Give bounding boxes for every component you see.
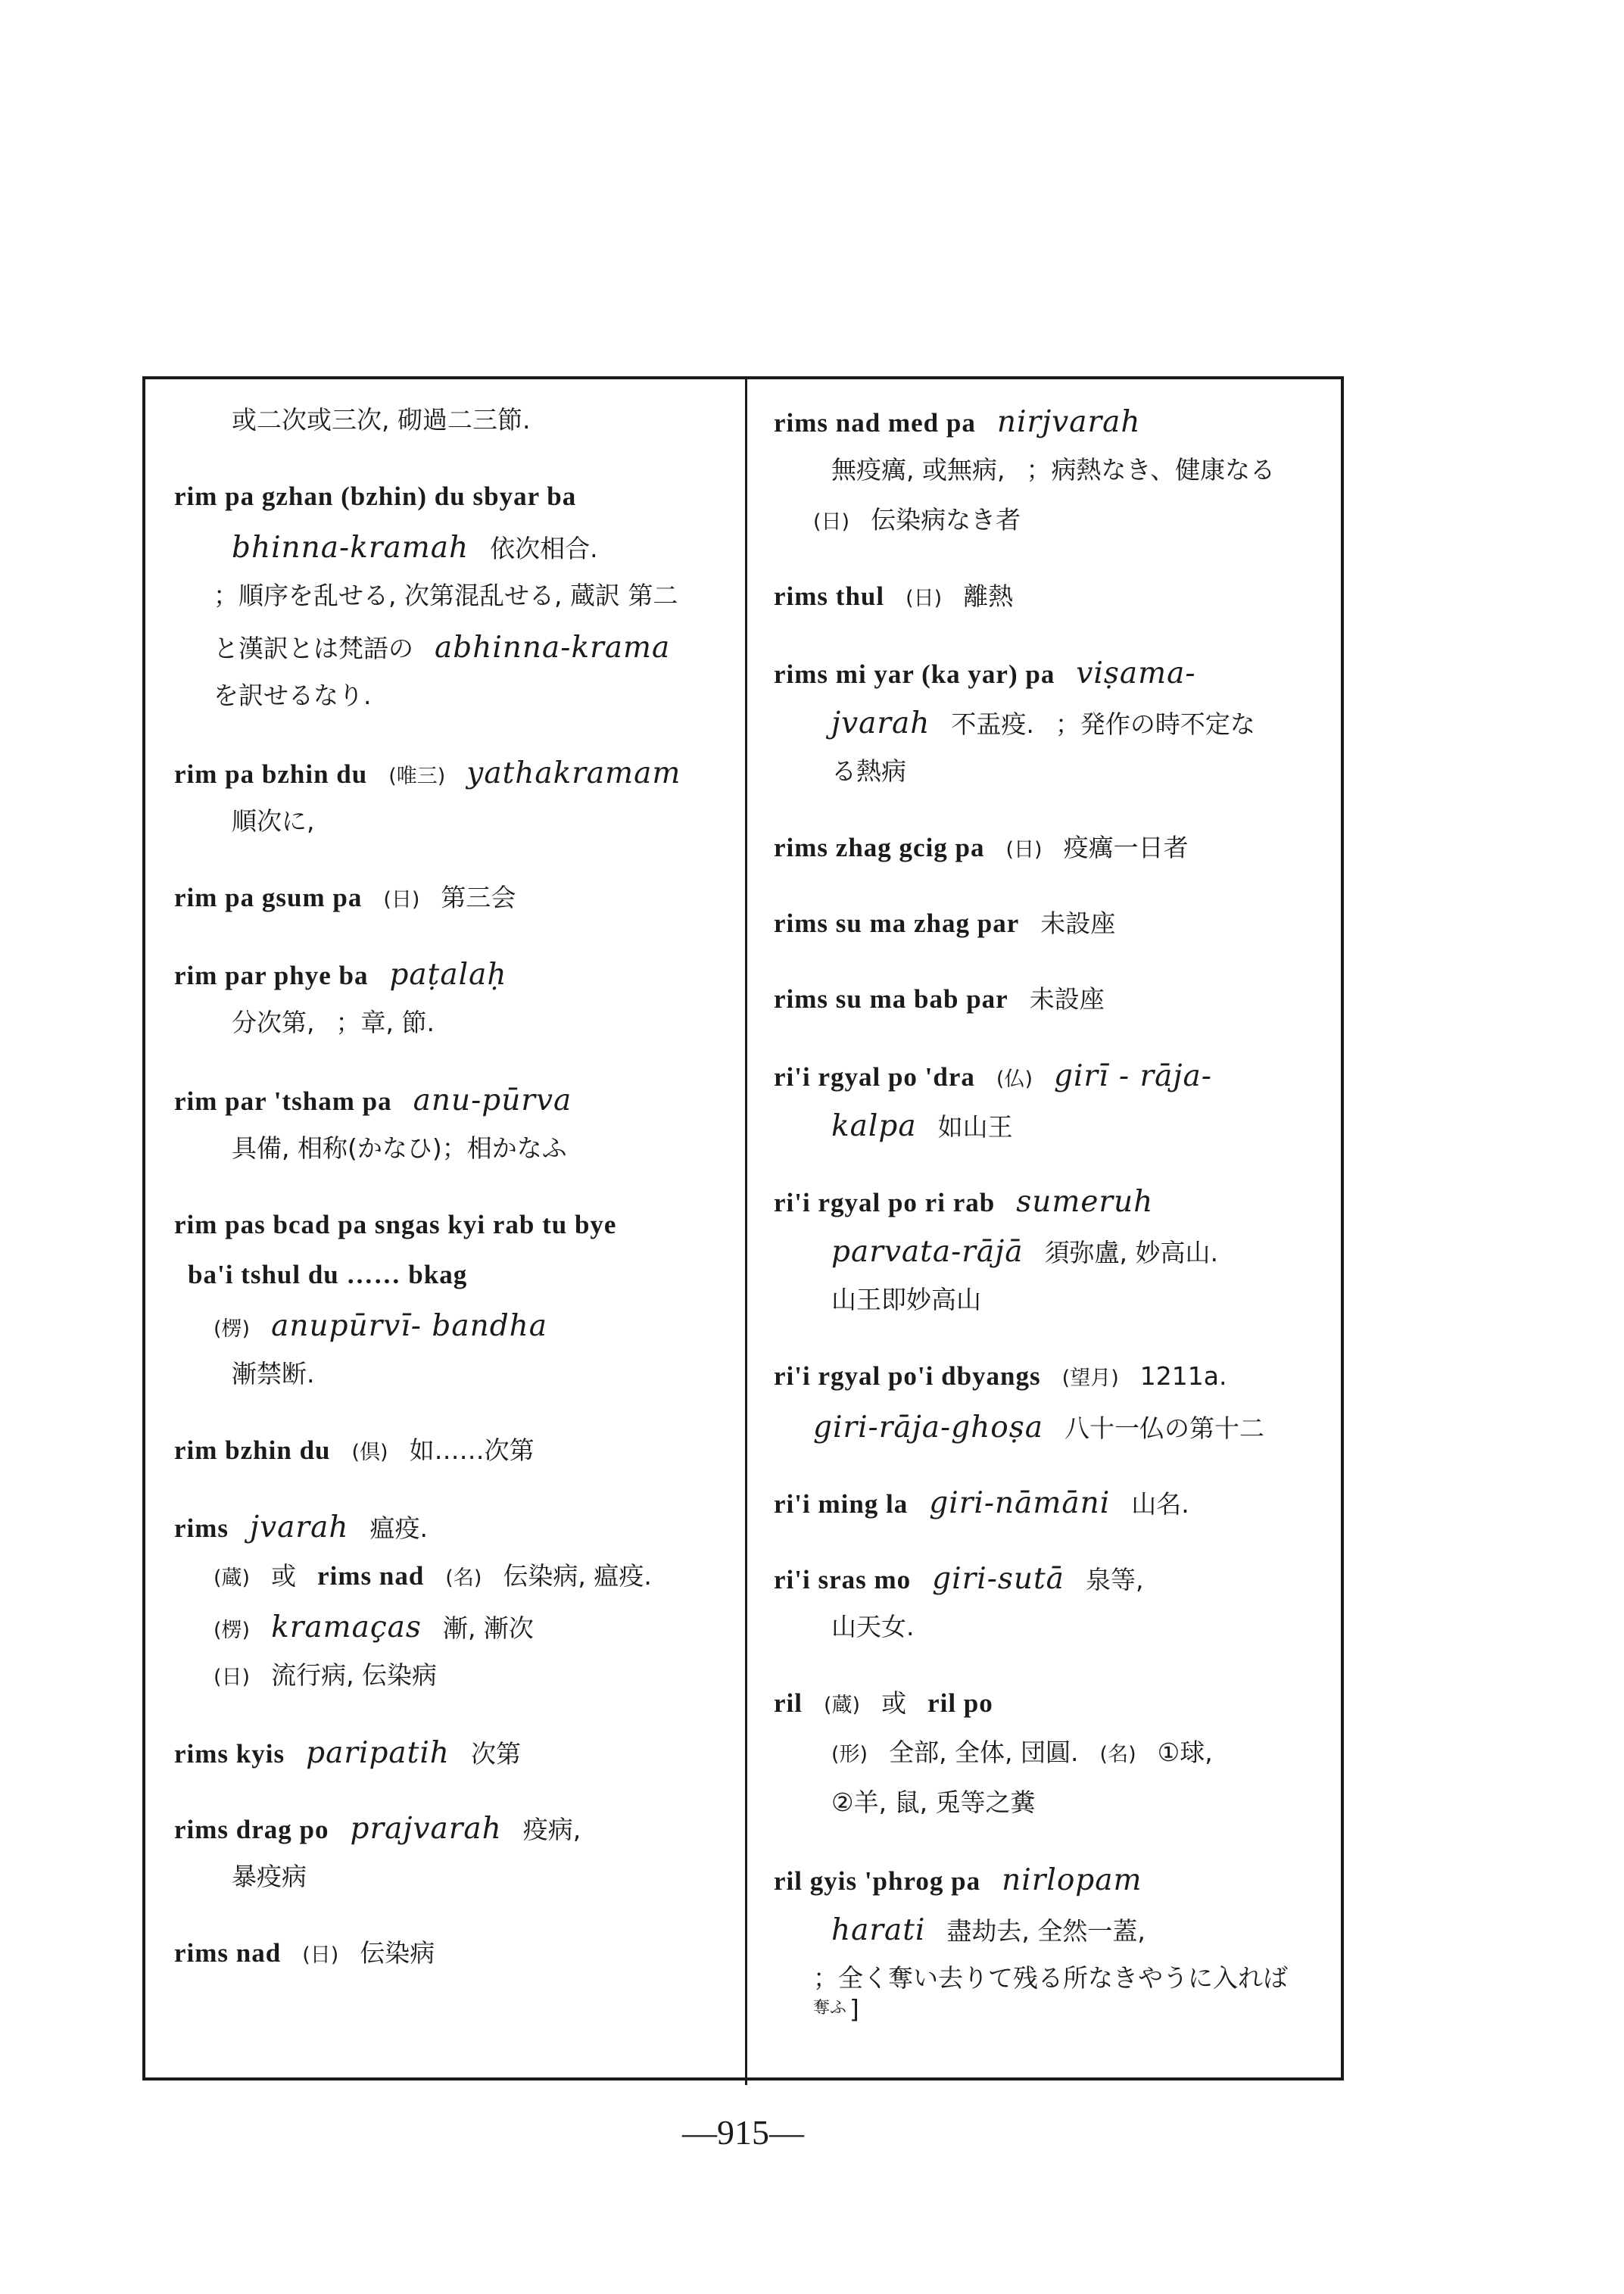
tibetan-text: rim pa gzhan (bzhin) du sbyar ba bbox=[174, 482, 577, 511]
dictionary-entry bbox=[174, 1504, 712, 1704]
entry-line bbox=[174, 1931, 712, 1981]
entry-line bbox=[232, 800, 712, 850]
dictionary-entry bbox=[174, 750, 712, 850]
japanese-gloss: 瘟疫. bbox=[369, 1513, 428, 1543]
japanese-gloss: 1211a. bbox=[1139, 1361, 1227, 1391]
entry-line bbox=[774, 1354, 1322, 1404]
sanskrit-term: giri-rāja-ghoṣa bbox=[813, 1410, 1043, 1445]
dictionary-entry bbox=[174, 1203, 712, 1403]
entry-line bbox=[774, 1857, 1322, 1907]
tibetan-text: ri'i rgyal po 'dra bbox=[774, 1062, 975, 1092]
entry-line bbox=[813, 1957, 1322, 2031]
source-tag: (名) bbox=[1099, 1743, 1136, 1766]
entry-line bbox=[214, 575, 712, 625]
dictionary-entry bbox=[774, 1556, 1322, 1656]
japanese-gloss: 伝染病 bbox=[360, 1938, 435, 1968]
tibetan-text: ril bbox=[774, 1688, 803, 1718]
entry-line bbox=[831, 1279, 1322, 1329]
japanese-gloss: ] bbox=[849, 1994, 859, 2024]
entry-line bbox=[774, 902, 1322, 952]
japanese-gloss: 山王即妙高山 bbox=[831, 1285, 981, 1314]
japanese-gloss: 須弥盧, 妙高山. bbox=[1044, 1238, 1218, 1267]
entry-line bbox=[774, 826, 1322, 876]
source-tag: (蔵) bbox=[823, 1694, 861, 1717]
japanese-gloss: 如山王 bbox=[937, 1112, 1013, 1142]
japanese-gloss: 伝染病, 瘟疫. bbox=[503, 1561, 652, 1591]
dictionary-entry bbox=[774, 977, 1322, 1027]
tibetan-text: rim pa gsum pa bbox=[174, 883, 363, 912]
japanese-gloss: 無疫癘, 或無病, bbox=[831, 455, 1005, 485]
source-tag: (日) bbox=[302, 1943, 339, 1967]
entry-line bbox=[831, 1907, 1322, 1957]
entry-line bbox=[232, 525, 712, 575]
source-tag: (形) bbox=[831, 1743, 868, 1766]
dictionary-entry bbox=[174, 876, 712, 926]
dictionary-entry bbox=[174, 475, 712, 725]
japanese-gloss: 未設座 bbox=[1029, 984, 1105, 1014]
sanskrit-term: nirlopam bbox=[1002, 1863, 1142, 1897]
tibetan-text: rims bbox=[174, 1513, 229, 1543]
source-tag: (楞) bbox=[214, 1619, 251, 1642]
source-tag: (日) bbox=[813, 510, 850, 534]
entry-line bbox=[214, 675, 712, 725]
sanskrit-term: girī - rāja- bbox=[1053, 1059, 1212, 1093]
japanese-gloss: 漸禁断. bbox=[232, 1359, 315, 1389]
entry-line bbox=[174, 750, 712, 800]
japanese-gloss: 山名. bbox=[1131, 1489, 1189, 1519]
sanskrit-term: paripatih bbox=[306, 1736, 450, 1770]
sanskrit-term: anupūrvī- bandha bbox=[271, 1309, 548, 1343]
column-divider bbox=[745, 376, 747, 2085]
source-tag: (仏) bbox=[996, 1068, 1033, 1091]
tibetan-text: ril gyis 'phrog pa bbox=[774, 1866, 981, 1896]
entry-line bbox=[174, 876, 712, 926]
dictionary-entry bbox=[174, 1806, 712, 1906]
sanskrit-term: paṭalaḥ bbox=[389, 958, 507, 992]
tibetan-text: rims thul bbox=[774, 581, 885, 611]
entry-line bbox=[214, 1554, 712, 1604]
japanese-gloss: ①球, bbox=[1157, 1738, 1213, 1767]
tibetan-text: rims nad bbox=[174, 1938, 282, 1968]
dictionary-entry bbox=[174, 1429, 712, 1479]
japanese-gloss: と漢訳とは梵語の bbox=[214, 634, 413, 663]
entry-line bbox=[831, 1731, 1322, 1781]
entry-line bbox=[774, 977, 1322, 1027]
sanskrit-term: prajvarah bbox=[350, 1812, 502, 1846]
dictionary-entry bbox=[774, 1682, 1322, 1831]
entry-line bbox=[174, 1429, 712, 1479]
tibetan-text: rim pas bcad pa sngas kyi rab tu bye bbox=[174, 1210, 617, 1239]
source-tag: (日) bbox=[906, 587, 943, 610]
entry-line bbox=[174, 1077, 712, 1127]
sanskrit-term: kramaças bbox=[271, 1610, 422, 1644]
japanese-gloss: ；発作の時不定な bbox=[1055, 709, 1255, 739]
entry-line bbox=[214, 1654, 712, 1704]
tibetan-text: rims nad bbox=[317, 1561, 425, 1591]
source-tag: (日) bbox=[383, 888, 420, 912]
source-tag: (蔵) bbox=[214, 1566, 251, 1590]
dictionary-entry bbox=[774, 1053, 1322, 1153]
japanese-gloss: 離熱 bbox=[963, 581, 1014, 611]
japanese-gloss: 疫病, bbox=[522, 1815, 581, 1844]
entry-line bbox=[214, 625, 712, 675]
japanese-gloss: 或 bbox=[271, 1561, 297, 1591]
japanese-gloss: 盡劫去, 全然一蓋, bbox=[946, 1916, 1146, 1946]
dictionary-entry bbox=[774, 1179, 1322, 1329]
sanskrit-term: jvarah bbox=[831, 706, 930, 740]
entry-line bbox=[174, 952, 712, 1002]
page-number: —915— bbox=[682, 2113, 804, 2152]
dictionary-entry bbox=[174, 1730, 712, 1780]
entry-line bbox=[188, 1253, 712, 1303]
japanese-gloss: 具備, 相称(かなひ)；相かなふ bbox=[232, 1133, 567, 1163]
tibetan-text: rims nad med pa bbox=[774, 408, 976, 438]
tibetan-text: ri'i ming la bbox=[774, 1489, 909, 1519]
sanskrit-term: giri-sutā bbox=[932, 1562, 1064, 1596]
japanese-gloss: 山天女. bbox=[831, 1612, 915, 1641]
entry-line bbox=[831, 1781, 1322, 1831]
entry-line bbox=[232, 1002, 712, 1052]
source-tag: (日) bbox=[1005, 838, 1043, 862]
sanskrit-term: jvarah bbox=[250, 1510, 349, 1544]
tibetan-text: rim par phye ba bbox=[174, 961, 369, 990]
japanese-gloss: ；全く奪い去りて残る所なきやうに入れば bbox=[813, 1963, 1288, 1993]
tibetan-text: ri'i rgyal po ri rab bbox=[774, 1188, 996, 1217]
entry-line bbox=[214, 1303, 712, 1353]
entry-line bbox=[774, 575, 1322, 625]
entry-line bbox=[232, 399, 712, 449]
tibetan-text: ri'i rgyal po'i dbyangs bbox=[774, 1361, 1041, 1391]
dictionary-entry bbox=[774, 1857, 1322, 2031]
sanskrit-term: anu-pūrva bbox=[413, 1083, 572, 1117]
entry-line bbox=[232, 1127, 712, 1177]
japanese-gloss: 暴疫病 bbox=[232, 1862, 307, 1891]
source-tag: (名) bbox=[445, 1566, 482, 1590]
entry-line bbox=[774, 1053, 1322, 1103]
source-tag: (日) bbox=[214, 1666, 251, 1689]
japanese-gloss: 流行病, 伝染病 bbox=[271, 1660, 438, 1690]
tibetan-text: rim bzhin du bbox=[174, 1435, 331, 1465]
sanskrit-term: giri-nāmāni bbox=[929, 1486, 1111, 1520]
japanese-gloss: 八十一仏の第十二 bbox=[1064, 1413, 1264, 1443]
source-tag: (倶) bbox=[351, 1441, 388, 1464]
sanskrit-term: bhinna-kramah bbox=[232, 531, 469, 565]
japanese-gloss: 次第 bbox=[470, 1739, 521, 1769]
entry-line bbox=[774, 1682, 1322, 1731]
japanese-gloss: 順次に, bbox=[232, 806, 315, 836]
dictionary-entry bbox=[774, 650, 1322, 800]
japanese-gloss: を訳せるなり. bbox=[214, 681, 372, 710]
source-tag: (唯三) bbox=[388, 765, 446, 788]
entry-line bbox=[774, 1480, 1322, 1530]
tibetan-text: rims su ma bab par bbox=[774, 984, 1008, 1014]
sanskrit-term: abhinna-krama bbox=[435, 631, 671, 665]
sanskrit-term: yathakramam bbox=[466, 756, 681, 790]
tibetan-text: rims drag po bbox=[174, 1815, 329, 1844]
entry-line bbox=[774, 1179, 1322, 1229]
dictionary-entry bbox=[774, 575, 1322, 625]
japanese-gloss: ；章, 節. bbox=[335, 1008, 435, 1037]
japanese-gloss: 不盂疫. bbox=[951, 709, 1034, 739]
entry-line bbox=[174, 475, 712, 525]
dictionary-entry bbox=[174, 1931, 712, 1981]
japanese-gloss: 分次第, bbox=[232, 1008, 315, 1037]
entry-line bbox=[813, 1404, 1322, 1454]
japanese-gloss: 伝染病なき者 bbox=[871, 505, 1021, 535]
source-tag: (楞) bbox=[214, 1317, 251, 1341]
entry-line bbox=[232, 1353, 712, 1403]
entry-line bbox=[174, 1806, 712, 1856]
entry-line bbox=[232, 1856, 712, 1906]
sanskrit-term: nirjvarah bbox=[996, 405, 1141, 439]
content-frame bbox=[142, 376, 1344, 2080]
japanese-gloss: 依次相合. bbox=[490, 534, 598, 563]
dictionary-column-right bbox=[774, 399, 1322, 2070]
japanese-gloss: 第三会 bbox=[441, 883, 516, 912]
japanese-gloss: ；順序を乱せる, 次第混乱せる, 蔵訳 第二 bbox=[214, 581, 678, 610]
dictionary-entry bbox=[774, 1480, 1322, 1530]
entry-line bbox=[174, 1730, 712, 1780]
tibetan-text: rims mi yar (ka yar) pa bbox=[774, 659, 1055, 689]
tibetan-text: rim par 'tsham pa bbox=[174, 1086, 392, 1116]
entry-line bbox=[831, 750, 1322, 800]
dictionary-entry bbox=[174, 399, 712, 449]
entry-line bbox=[174, 1203, 712, 1253]
tibetan-text: rims su ma zhag par bbox=[774, 909, 1020, 938]
japanese-gloss: る熱病 bbox=[831, 756, 906, 786]
entry-line bbox=[774, 1556, 1322, 1606]
inserted-note: 奪ふ bbox=[813, 1998, 847, 2018]
entry-line bbox=[774, 650, 1322, 700]
tibetan-text: rims kyis bbox=[174, 1739, 285, 1769]
japanese-gloss: ；病熱なき、健康なる bbox=[1026, 455, 1276, 485]
japanese-gloss: 疫癘一日者 bbox=[1063, 833, 1189, 862]
sanskrit-term: kalpa bbox=[831, 1109, 917, 1143]
japanese-gloss: 泉等, bbox=[1085, 1565, 1144, 1594]
sanskrit-term: harati bbox=[831, 1913, 926, 1947]
japanese-gloss: 或 bbox=[881, 1688, 907, 1718]
tibetan-text: rim pa bzhin du bbox=[174, 759, 368, 789]
entry-line bbox=[831, 700, 1322, 750]
tibetan-text: ril po bbox=[927, 1688, 993, 1718]
sanskrit-term: viṣama- bbox=[1076, 656, 1196, 690]
tibetan-text: rims zhag gcig pa bbox=[774, 833, 985, 862]
japanese-gloss: 全部, 全体, 団圓. bbox=[889, 1738, 1079, 1767]
japanese-gloss: 漸, 漸次 bbox=[442, 1613, 534, 1643]
japanese-gloss: ②羊, 鼠, 兎等之糞 bbox=[831, 1788, 1036, 1817]
japanese-gloss: 或二次或三次, 砌過二三節. bbox=[232, 405, 531, 435]
entry-line bbox=[214, 1604, 712, 1654]
entry-line bbox=[174, 1504, 712, 1554]
tibetan-text: ri'i sras mo bbox=[774, 1565, 912, 1594]
source-tag: (望月) bbox=[1061, 1367, 1119, 1390]
dictionary-column-left bbox=[174, 399, 712, 2070]
entry-line bbox=[831, 449, 1322, 499]
entry-line bbox=[774, 399, 1322, 449]
sanskrit-term: sumeruh bbox=[1016, 1185, 1154, 1219]
sanskrit-term: parvata-rājā bbox=[831, 1235, 1024, 1269]
dictionary-entry bbox=[774, 826, 1322, 876]
entry-line bbox=[813, 499, 1322, 549]
dictionary-entry bbox=[174, 952, 712, 1052]
japanese-gloss: 未設座 bbox=[1040, 909, 1116, 938]
dictionary-entry bbox=[774, 399, 1322, 549]
entry-line bbox=[831, 1606, 1322, 1656]
japanese-gloss: 如……次第 bbox=[409, 1435, 535, 1465]
entry-line bbox=[831, 1103, 1322, 1153]
dictionary-entry bbox=[774, 1354, 1322, 1454]
dictionary-entry bbox=[174, 1077, 712, 1177]
entry-line bbox=[831, 1229, 1322, 1279]
tibetan-text: ba'i tshul du …… bkag bbox=[188, 1260, 468, 1289]
dictionary-entry bbox=[774, 902, 1322, 952]
